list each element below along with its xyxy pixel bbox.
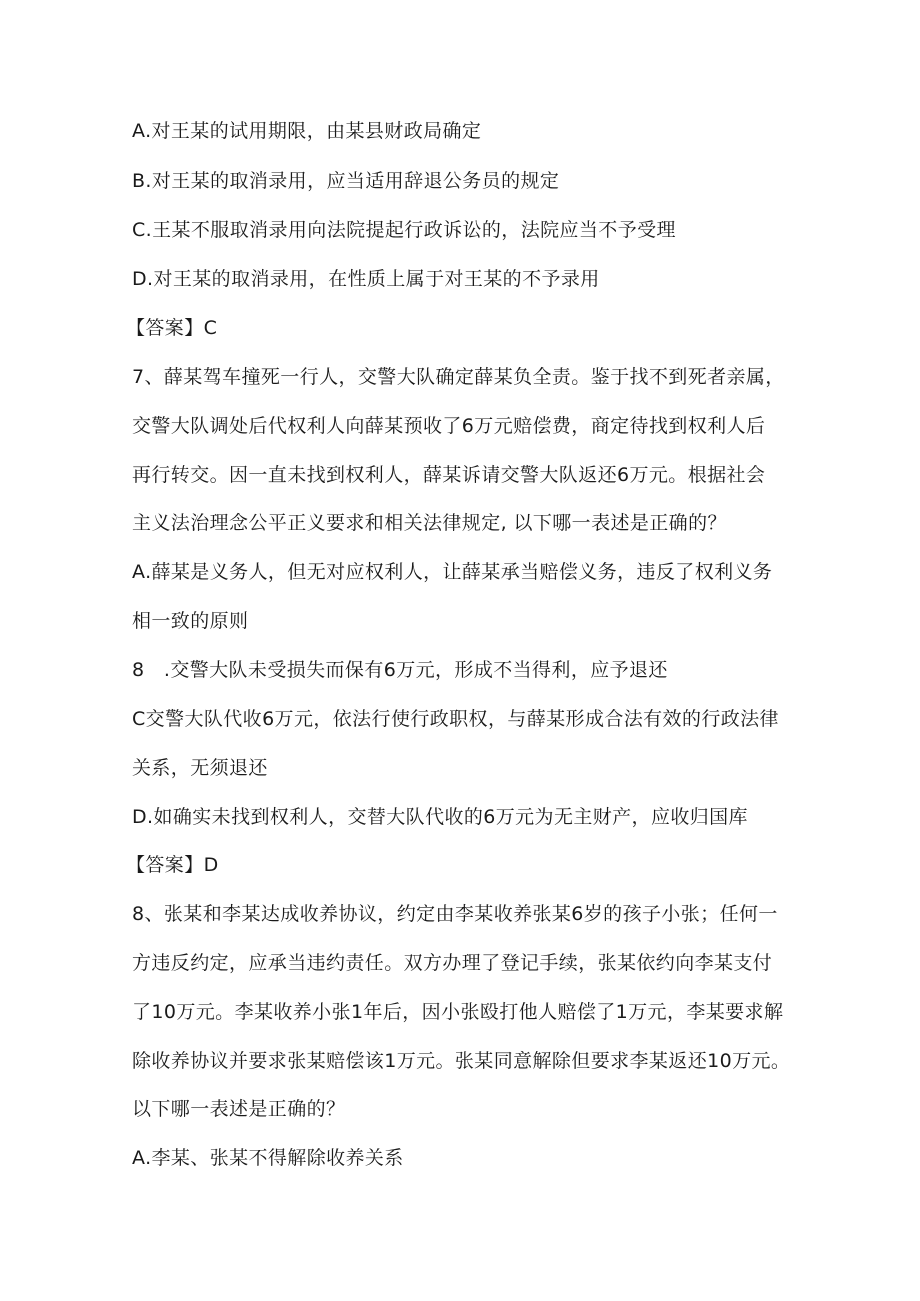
q7-stem-line-2: 交警大队调处后代权利人向薛某预收了6万元赔偿费，商定待找到权利人后 [132,415,766,437]
q6-option-d: D.对王某的取消录用，在性质上属于对王某的不予录用 [132,268,600,290]
q8-stem-line-5: 以下哪一表述是正确的？ [132,1098,346,1120]
q8-option-a: A.李某、张某不得解除收养关系 [132,1147,404,1169]
q8-stem-line-4: 除收养协议并要求张某赔偿该1万元。张某同意解除但要求李某返还10万元。 [132,1050,791,1072]
q6-answer: 【答案】C [126,317,218,339]
q7-option-a-line-1: A.薛某是义务人，但无对应权利人，让薛某承当赔偿义务，违反了权利义务 [132,561,773,583]
q6-option-b: B.对王某的取消录用，应当适用辞退公务员的规定 [132,170,560,192]
q7-option-b: 8 .交警大队未受损失而保有6万元，形成不当得利，应予退还 [132,659,668,681]
q7-option-c-line-1: C交警大队代收6万元，依法行使行政职权，与薛某形成合法有效的行政法律 [132,708,779,730]
q8-stem-line-1: 8、张某和李某达成收养协议，约定由李某收养张某6岁的孩子小张；任何一 [132,903,778,925]
q7-stem-line-3: 再行转交。因一直未找到权利人，薛某诉请交警大队返还6万元。根据社会 [132,464,766,486]
q7-answer: 【答案】D [126,854,219,876]
q7-stem-line-1: 7、薛某驾车撞死一行人，交警大队确定薛某负全责。鉴于找不到死者亲属， [132,366,785,388]
q7-stem-line-4: 主义法治理念公平正义要求和相关法律规定, 以下哪一表述是正确的？ [132,512,727,534]
q7-option-c-line-2: 关系，无须退还 [132,757,268,779]
q6-option-c: C.王某不服取消录用向法院提起行政诉讼的，法院应当不予受理 [132,219,676,241]
q8-stem-line-2: 方违反约定，应承当违约责任。双方办理了登记手续，张某依约向李某支付 [132,952,773,974]
q7-option-d: D.如确实未找到权利人，交替大队代收的6万元为无主财产，应收归国库 [132,806,748,828]
q8-stem-line-3: 了10万元。李某收养小张1年后，因小张殴打他人赔偿了1万元，李某要求解 [132,1001,784,1023]
q6-option-a: A.对王某的试用期限，由某县财政局确定 [132,120,482,142]
q7-option-a-line-2: 相一致的原则 [132,610,249,632]
